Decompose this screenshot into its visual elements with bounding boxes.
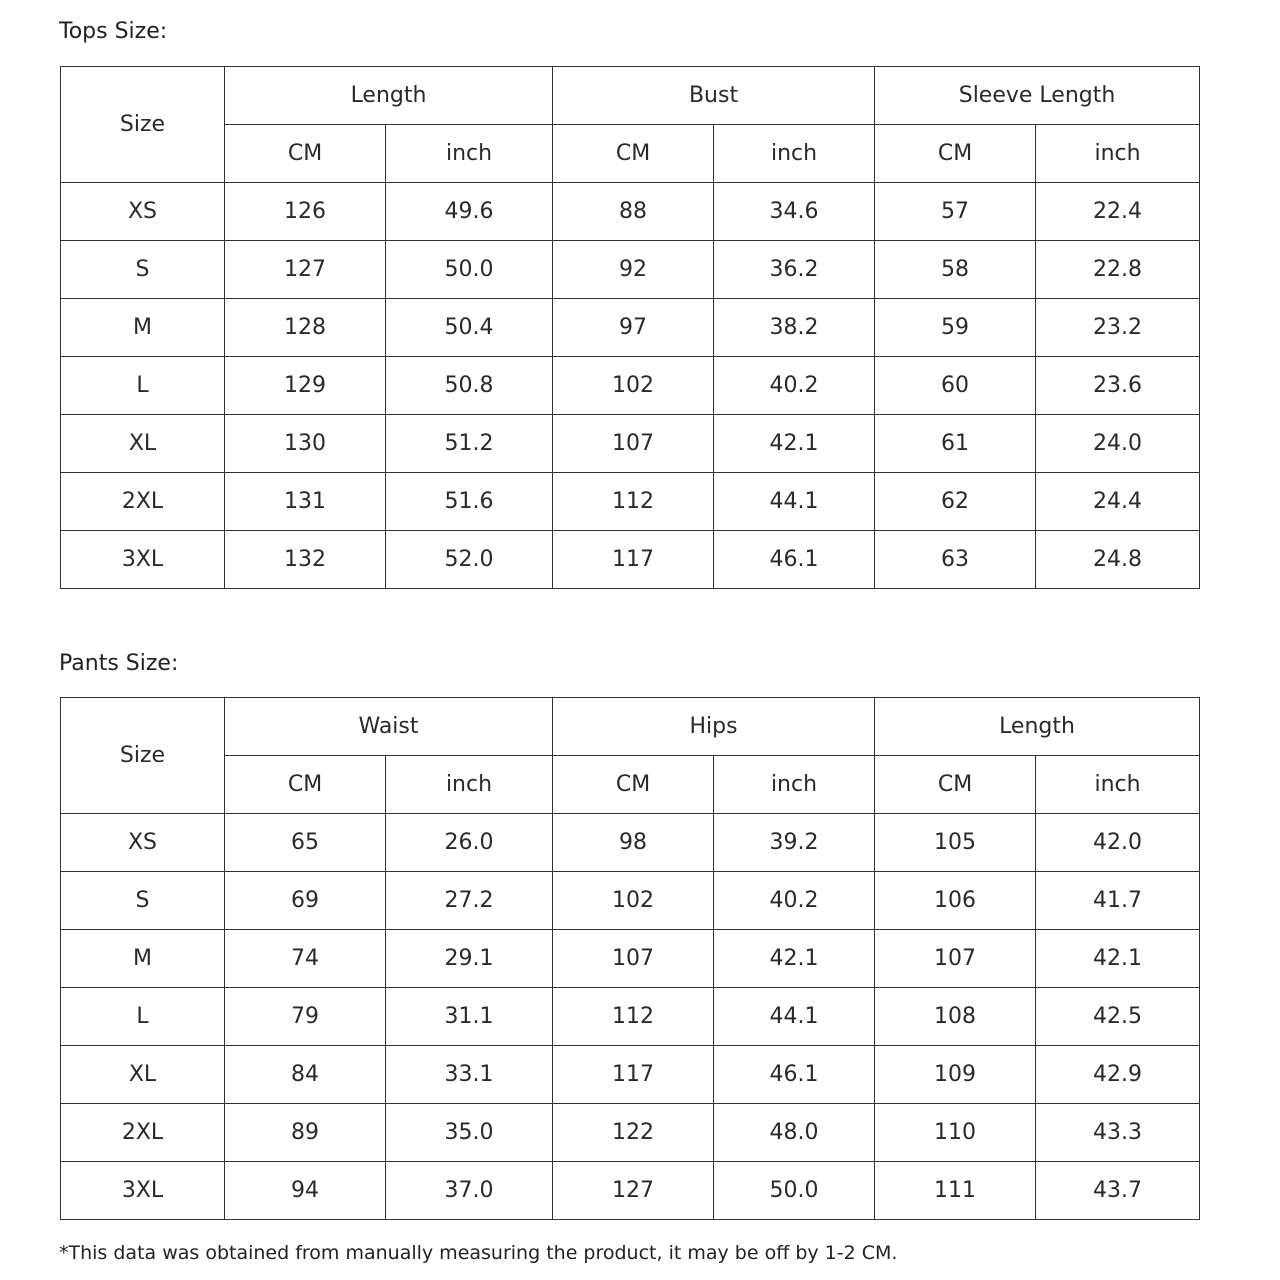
measurement-cell: 44.1 bbox=[714, 473, 875, 531]
table-row bbox=[61, 1046, 1200, 1104]
measurement-cell: 59 bbox=[875, 299, 1036, 357]
size-cell: M bbox=[61, 299, 225, 357]
measurement-cell: 132 bbox=[225, 531, 386, 589]
measurement-cell: 58 bbox=[875, 241, 1036, 299]
measurement-cell: 42.5 bbox=[1036, 988, 1200, 1046]
measurement-cell: 131 bbox=[225, 473, 386, 531]
size-cell: 3XL bbox=[61, 1162, 225, 1220]
measurement-cell: 107 bbox=[875, 930, 1036, 988]
measurement-cell: 42.1 bbox=[1036, 930, 1200, 988]
measurement-group-header: Sleeve Length bbox=[875, 67, 1200, 125]
measurement-cell: 42.0 bbox=[1036, 814, 1200, 872]
size-cell: 2XL bbox=[61, 1104, 225, 1162]
unit-header: CM bbox=[553, 756, 714, 814]
measurement-cell: 63 bbox=[875, 531, 1036, 589]
table-row bbox=[61, 415, 1200, 473]
table-row bbox=[61, 814, 1200, 872]
measurement-cell: 60 bbox=[875, 357, 1036, 415]
measurement-cell: 50.0 bbox=[386, 241, 553, 299]
measurement-cell: 112 bbox=[553, 988, 714, 1046]
unit-header: CM bbox=[225, 756, 386, 814]
header-group-row bbox=[61, 698, 1200, 756]
measurement-cell: 106 bbox=[875, 872, 1036, 930]
size-cell: M bbox=[61, 930, 225, 988]
measurement-group-header: Hips bbox=[553, 698, 875, 756]
measurement-cell: 26.0 bbox=[386, 814, 553, 872]
unit-header: inch bbox=[714, 125, 875, 183]
measurement-cell: 23.2 bbox=[1036, 299, 1200, 357]
pants-size-title: Pants Size: bbox=[59, 651, 179, 676]
measurement-cell: 111 bbox=[875, 1162, 1036, 1220]
measurement-group-header: Waist bbox=[225, 698, 553, 756]
measurement-cell: 49.6 bbox=[386, 183, 553, 241]
table-row bbox=[61, 357, 1200, 415]
unit-header: inch bbox=[386, 756, 553, 814]
measurement-cell: 31.1 bbox=[386, 988, 553, 1046]
unit-header: inch bbox=[714, 756, 875, 814]
header-group-row bbox=[61, 67, 1200, 125]
measurement-cell: 112 bbox=[553, 473, 714, 531]
measurement-cell: 122 bbox=[553, 1104, 714, 1162]
table-row bbox=[61, 183, 1200, 241]
size-cell: S bbox=[61, 241, 225, 299]
measurement-cell: 39.2 bbox=[714, 814, 875, 872]
measurement-cell: 42.1 bbox=[714, 930, 875, 988]
measurement-cell: 52.0 bbox=[386, 531, 553, 589]
measurement-cell: 105 bbox=[875, 814, 1036, 872]
header-unit-row bbox=[61, 756, 1200, 814]
table-row bbox=[61, 872, 1200, 930]
unit-header: inch bbox=[1036, 125, 1200, 183]
measurement-cell: 102 bbox=[553, 872, 714, 930]
header-unit-row bbox=[61, 125, 1200, 183]
size-cell: L bbox=[61, 357, 225, 415]
measurement-cell: 88 bbox=[553, 183, 714, 241]
size-cell: XS bbox=[61, 183, 225, 241]
measurement-cell: 51.2 bbox=[386, 415, 553, 473]
measurement-cell: 50.4 bbox=[386, 299, 553, 357]
table-row bbox=[61, 531, 1200, 589]
measurement-footnote: *This data was obtained from manually measuring the product, it may be off by 1-2 CM. bbox=[59, 1242, 898, 1264]
measurement-cell: 23.6 bbox=[1036, 357, 1200, 415]
measurement-cell: 22.8 bbox=[1036, 241, 1200, 299]
measurement-cell: 50.8 bbox=[386, 357, 553, 415]
size-cell: L bbox=[61, 988, 225, 1046]
measurement-cell: 24.0 bbox=[1036, 415, 1200, 473]
measurement-cell: 33.1 bbox=[386, 1046, 553, 1104]
measurement-cell: 34.6 bbox=[714, 183, 875, 241]
measurement-cell: 127 bbox=[553, 1162, 714, 1220]
measurement-cell: 69 bbox=[225, 872, 386, 930]
table-row bbox=[61, 241, 1200, 299]
measurement-cell: 38.2 bbox=[714, 299, 875, 357]
size-column-header: Size bbox=[61, 698, 225, 814]
table-row bbox=[61, 930, 1200, 988]
unit-header: CM bbox=[875, 125, 1036, 183]
measurement-cell: 29.1 bbox=[386, 930, 553, 988]
measurement-cell: 89 bbox=[225, 1104, 386, 1162]
measurement-group-header: Length bbox=[225, 67, 553, 125]
measurement-cell: 92 bbox=[553, 241, 714, 299]
measurement-cell: 40.2 bbox=[714, 872, 875, 930]
size-cell: XS bbox=[61, 814, 225, 872]
size-cell: 3XL bbox=[61, 531, 225, 589]
unit-header: inch bbox=[386, 125, 553, 183]
measurement-cell: 128 bbox=[225, 299, 386, 357]
size-cell: XL bbox=[61, 415, 225, 473]
pants-size-table bbox=[60, 697, 1200, 1220]
unit-header: CM bbox=[553, 125, 714, 183]
measurement-group-header: Length bbox=[875, 698, 1200, 756]
measurement-cell: 102 bbox=[553, 357, 714, 415]
measurement-cell: 46.1 bbox=[714, 1046, 875, 1104]
tops-size-title: Tops Size: bbox=[59, 19, 168, 44]
measurement-cell: 79 bbox=[225, 988, 386, 1046]
tops-size-table bbox=[60, 66, 1200, 589]
measurement-cell: 51.6 bbox=[386, 473, 553, 531]
measurement-cell: 97 bbox=[553, 299, 714, 357]
measurement-cell: 117 bbox=[553, 1046, 714, 1104]
measurement-cell: 41.7 bbox=[1036, 872, 1200, 930]
table-row bbox=[61, 1162, 1200, 1220]
measurement-cell: 40.2 bbox=[714, 357, 875, 415]
measurement-cell: 65 bbox=[225, 814, 386, 872]
measurement-cell: 42.1 bbox=[714, 415, 875, 473]
size-cell: S bbox=[61, 872, 225, 930]
unit-header: CM bbox=[225, 125, 386, 183]
measurement-cell: 107 bbox=[553, 930, 714, 988]
measurement-cell: 117 bbox=[553, 531, 714, 589]
measurement-cell: 74 bbox=[225, 930, 386, 988]
measurement-cell: 62 bbox=[875, 473, 1036, 531]
measurement-cell: 107 bbox=[553, 415, 714, 473]
measurement-cell: 24.4 bbox=[1036, 473, 1200, 531]
measurement-cell: 48.0 bbox=[714, 1104, 875, 1162]
unit-header: CM bbox=[875, 756, 1036, 814]
unit-header: inch bbox=[1036, 756, 1200, 814]
table-row bbox=[61, 988, 1200, 1046]
table-row bbox=[61, 1104, 1200, 1162]
measurement-cell: 110 bbox=[875, 1104, 1036, 1162]
measurement-cell: 129 bbox=[225, 357, 386, 415]
measurement-cell: 94 bbox=[225, 1162, 386, 1220]
measurement-cell: 126 bbox=[225, 183, 386, 241]
measurement-cell: 44.1 bbox=[714, 988, 875, 1046]
measurement-cell: 43.7 bbox=[1036, 1162, 1200, 1220]
measurement-cell: 57 bbox=[875, 183, 1036, 241]
measurement-cell: 109 bbox=[875, 1046, 1036, 1104]
measurement-cell: 98 bbox=[553, 814, 714, 872]
measurement-group-header: Bust bbox=[553, 67, 875, 125]
size-cell: 2XL bbox=[61, 473, 225, 531]
measurement-cell: 108 bbox=[875, 988, 1036, 1046]
measurement-cell: 127 bbox=[225, 241, 386, 299]
measurement-cell: 50.0 bbox=[714, 1162, 875, 1220]
measurement-cell: 22.4 bbox=[1036, 183, 1200, 241]
table-row bbox=[61, 299, 1200, 357]
measurement-cell: 43.3 bbox=[1036, 1104, 1200, 1162]
measurement-cell: 84 bbox=[225, 1046, 386, 1104]
measurement-cell: 24.8 bbox=[1036, 531, 1200, 589]
measurement-cell: 27.2 bbox=[386, 872, 553, 930]
measurement-cell: 36.2 bbox=[714, 241, 875, 299]
measurement-cell: 35.0 bbox=[386, 1104, 553, 1162]
measurement-cell: 42.9 bbox=[1036, 1046, 1200, 1104]
size-column-header: Size bbox=[61, 67, 225, 183]
measurement-cell: 61 bbox=[875, 415, 1036, 473]
measurement-cell: 130 bbox=[225, 415, 386, 473]
measurement-cell: 37.0 bbox=[386, 1162, 553, 1220]
table-row bbox=[61, 473, 1200, 531]
size-cell: XL bbox=[61, 1046, 225, 1104]
measurement-cell: 46.1 bbox=[714, 531, 875, 589]
